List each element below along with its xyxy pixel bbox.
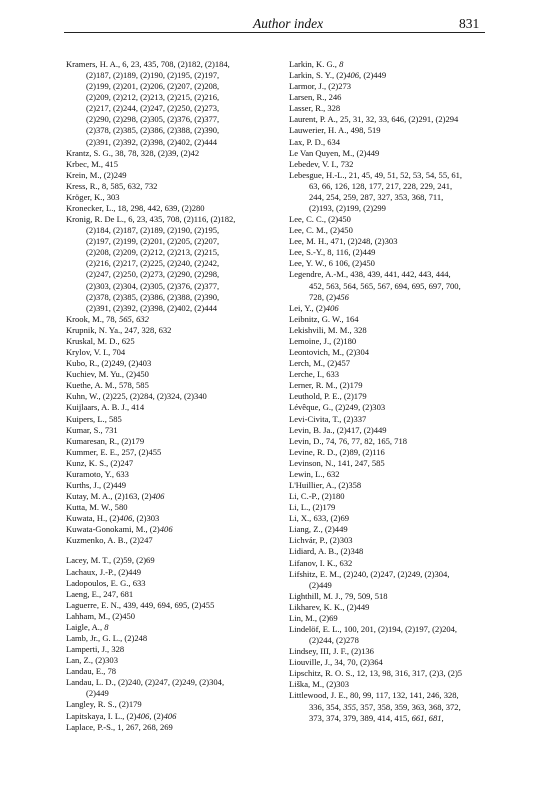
index-entry: Lerche, I., 633 (289, 369, 340, 380)
index-entry: Lindsey, III, J. F., (2)136 (289, 646, 374, 657)
running-head: Author index (253, 16, 324, 31)
index-entry: Levinson, N., 141, 247, 585 (289, 457, 385, 468)
index-entry: Kubo, R., (2)249, (2)403 (66, 358, 152, 369)
index-entry: Laurent, P. A., 25, 31, 32, 33, 646, (2)291, (2)294 (289, 114, 459, 125)
index-entry: Lifanov, I. K., 632 (289, 557, 353, 568)
index-entry: Lichvár, P., (2)303 (289, 535, 353, 546)
page-header (0, 7, 548, 31)
index-entry: Kronig, R. De L., 6, 23, 435, 708, (2)116, (2)182, (2)184, (2)187, (2)189, (2)190, (2)195, (2)197, (2)199, (2)201, (2)205, (2)207, (2)208, (2)209, (2)212, (2)213, (2)215, (2)216, (2)217, (2)225, (2)240, (2)242, (2)247, (2)250, (2)273, (2)290, (2)298, (2)303, (2)304, (2)305, (2)376, (2)377, (2)378, (2)385, (2)386, (2)388, (2)390, (2)391, (2)392, (2)398, (2)402, (2)444 (66, 214, 236, 313)
index-entry: Levin, D., 74, 76, 77, 82, 165, 718 (289, 435, 407, 446)
index-entry: Kuchiev, M. Yu., (2)450 (66, 369, 149, 380)
index-entry: Lee, C. C., (2)450 (289, 214, 351, 225)
header-rule (64, 32, 485, 33)
index-entry: Landau, E., 78 (66, 666, 117, 677)
index-entry: Likharev, K. K., (2)449 (289, 601, 370, 612)
index-entry: Krantz, S. G., 38, 78, 328, (2)39, (2)42 (66, 147, 200, 158)
index-entry: Kronecker, L., 18, 298, 442, 639, (2)280 (66, 203, 205, 214)
index-entry: Liang, Z., (2)449 (289, 524, 348, 535)
index-entry: Krbec, M., 415 (66, 158, 118, 169)
index-entry: Laplace, P.-S., 1, 267, 268, 269 (66, 721, 173, 732)
index-entry: Kuwata, H., (2)406, (2)303 (66, 513, 160, 524)
index-entry: Kuipers, L., 585 (66, 413, 122, 424)
index-entry: Larkin, K. G., 8 (289, 59, 344, 69)
index-entry: Krein, M., (2)249 (66, 169, 127, 180)
index-entry: Lauwerier, H. A., 498, 519 (289, 125, 381, 136)
index-entry: Levin, B. Ja., (2)417, (2)449 (289, 424, 387, 435)
index-entry: Lindelöf, E. L., 100, 201, (2)194, (2)197, (2)204, (2)244, (2)278 (289, 623, 458, 646)
index-entry: Kröger, K., 303 (66, 191, 120, 202)
index-column-left (66, 59, 270, 733)
index-entry: Liouville, J., 34, 70, (2)364 (289, 657, 383, 668)
page-number: 831 (459, 16, 480, 31)
index-entry: Kutta, M. W., 580 (66, 502, 128, 513)
index-entry: Kumar, S., 731 (66, 424, 118, 435)
index-entry: Lévêque, G., (2)249, (2)303 (289, 402, 386, 413)
index-entry: Kumaresan, R., (2)179 (66, 435, 145, 446)
index-entry: Lighthill, M. J., 79, 509, 518 (289, 590, 388, 601)
index-entry: Lerch, M., (2)457 (289, 358, 350, 369)
index-entry: Lipschitz, R. O. S., 12, 13, 98, 316, 317, (2)3, (2)5 (289, 668, 463, 679)
index-entry: Krupnik, N. Ya., 247, 328, 632 (66, 324, 172, 335)
index-entry: Lebedev, V. I., 732 (289, 158, 354, 169)
index-entry: Lax, P. D., 634 (289, 136, 341, 147)
index-entry: Levi-Civita, T., (2)337 (289, 413, 367, 424)
index-entry: Liška, M., (2)303 (289, 679, 350, 690)
index-entry: Lidiard, A. B., (2)348 (289, 546, 364, 557)
index-entry: Lamb, Jr., G. L., (2)248 (66, 632, 148, 643)
index-entry: Krook, M., 78, 565, 632 (66, 313, 149, 324)
index-entry: Kress, R., 8, 585, 632, 732 (66, 180, 158, 191)
index-entry: Kummer, E. E., 257, (2)455 (66, 446, 162, 457)
index-entry: Lee, M. H., 471, (2)248, (2)303 (289, 236, 398, 247)
index-entry: Leontovich, M., (2)304 (289, 347, 369, 358)
index-entry: Lapitskaya, I. L., (2)406, (2)406 (66, 710, 177, 721)
index-entry: Laeng, E., 247, 681 (66, 588, 134, 599)
index-entry: Lewin, L., 632 (289, 468, 340, 479)
index-entry: Lei, Y., (2)406 (289, 302, 339, 313)
index-entry: Kuethe, A. M., 578, 585 (66, 380, 149, 391)
index-entry: Le Van Quyen, M., (2)449 (289, 147, 380, 158)
index-entry: Littlewood, J. E., 80, 99, 117, 132, 141, 246, 328, 336, 354, 355, 357, 358, 359, 363, 368, 372, 373, 374, 379, 389, 414, 415, 661, 681, (289, 690, 461, 723)
index-entry: Krylov, V. I., 704 (66, 347, 126, 358)
index-entry: Kuwata-Gonokami, M., (2)406 (66, 524, 173, 535)
index-entry: Lacey, M. T., (2)59, (2)69 (66, 555, 155, 566)
index-entry: Lin, M., (2)69 (289, 612, 338, 623)
index-entry: Larmor, J., (2)273 (289, 81, 352, 92)
index-entry: Lahham, M., (2)450 (66, 610, 136, 621)
index-entry: Ladopoulos, E. G., 633 (66, 577, 146, 588)
index-entry: Landau, L. D., (2)240, (2)247, (2)249, (2)304, (2)449 (66, 677, 225, 699)
index-entry: Kunz, K. S., (2)247 (66, 457, 134, 468)
index-entry: Lemoine, J., (2)180 (289, 335, 357, 346)
index-entry: Li, X., 633, (2)69 (289, 513, 350, 524)
index-entry: Kuramoto, Y., 633 (66, 468, 129, 479)
index-entry: Lan, Z., (2)303 (66, 655, 118, 666)
index-entry: Lamperti, J., 328 (66, 644, 125, 655)
index-entry: Lachaux, J.-P., (2)449 (66, 566, 142, 577)
index-entry: Kurths, J., (2)449 (66, 479, 127, 490)
index-entry: Lee, S.-Y., 8, 116, (2)449 (289, 247, 376, 258)
index-entry: Larkin, S. Y., (2)406, (2)449 (289, 70, 387, 81)
index-entry: Lee, C. M., (2)450 (289, 225, 353, 236)
index-column-right (289, 59, 489, 724)
index-entry: Kruskal, M. D., 625 (66, 335, 135, 346)
index-entry: Langley, R. S., (2)179 (66, 699, 142, 710)
index-entry: Legendre, A.-M., 438, 439, 441, 442, 443, 444, 452, 563, 564, 565, 567, 694, 695, 697, 700, 728, (2)456 (289, 269, 461, 302)
index-entry: Kutay, M. A., (2)163, (2)406 (66, 491, 165, 502)
index-entry: Leuthold, P. E., (2)179 (289, 391, 367, 402)
index-entry: Lee, Y. W., 6 106, (2)450 (289, 258, 375, 269)
index-entry: L'Huillier, A., (2)358 (289, 479, 362, 490)
index-entry: Lekishvili, M. M., 328 (289, 324, 367, 335)
index-entry: Lebesgue, H.-L., 21, 45, 49, 51, 52, 53, 54, 55, 61, 63, 66, 126, 128, 177, 217, 228, 229, 241, 244, 254, 259, 287, 327, 353, 368, 711, (2)193, (2)199, (2)299 (289, 169, 463, 214)
index-entry: Lasser, R., 328 (289, 103, 341, 114)
index-entry: Levine, R. D., (2)89, (2)116 (289, 446, 385, 457)
index-entry: Li, C.-P., (2)180 (289, 491, 345, 502)
index-entry: Kuhn, W., (2)225, (2)284, (2)324, (2)340 (66, 391, 207, 402)
index-entry: Li, L., (2)179 (289, 502, 336, 513)
index-entry: Lerner, R. M., (2)179 (289, 380, 363, 391)
index-entry: Laguerre, E. N., 439, 449, 694, 695, (2)455 (66, 599, 215, 610)
index-entry: Laigle, A., 8 (66, 621, 109, 632)
index-entry: Leibnitz, G. W., 164 (289, 313, 359, 324)
index-entry: Kuijlaars, A. B. J., 414 (66, 402, 145, 413)
index-entry: Kuzmenko, A. B., (2)247 (66, 535, 153, 546)
index-entry: Larsen, R., 246 (289, 92, 342, 103)
index-entry: Kramers, H. A., 6, 23, 435, 708, (2)182, (2)184, (2)187, (2)189, (2)190, (2)195, (2)197, (2)199, (2)201, (2)206, (2)207, (2)208, (2)209, (2)212, (2)213, (2)215, (2)216, (2)217, (2)244, (2)247, (2)250, (2)273, (2)290, (2)298, (2)305, (2)376, (2)377, (2)378, (2)385, (2)386, (2)388, (2)390, (2)391, (2)392, (2)398, (2)402, (2)444 (66, 59, 230, 147)
index-entry: Lifshitz, E. M., (2)240, (2)247, (2)249, (2)304, (2)449 (289, 568, 450, 590)
